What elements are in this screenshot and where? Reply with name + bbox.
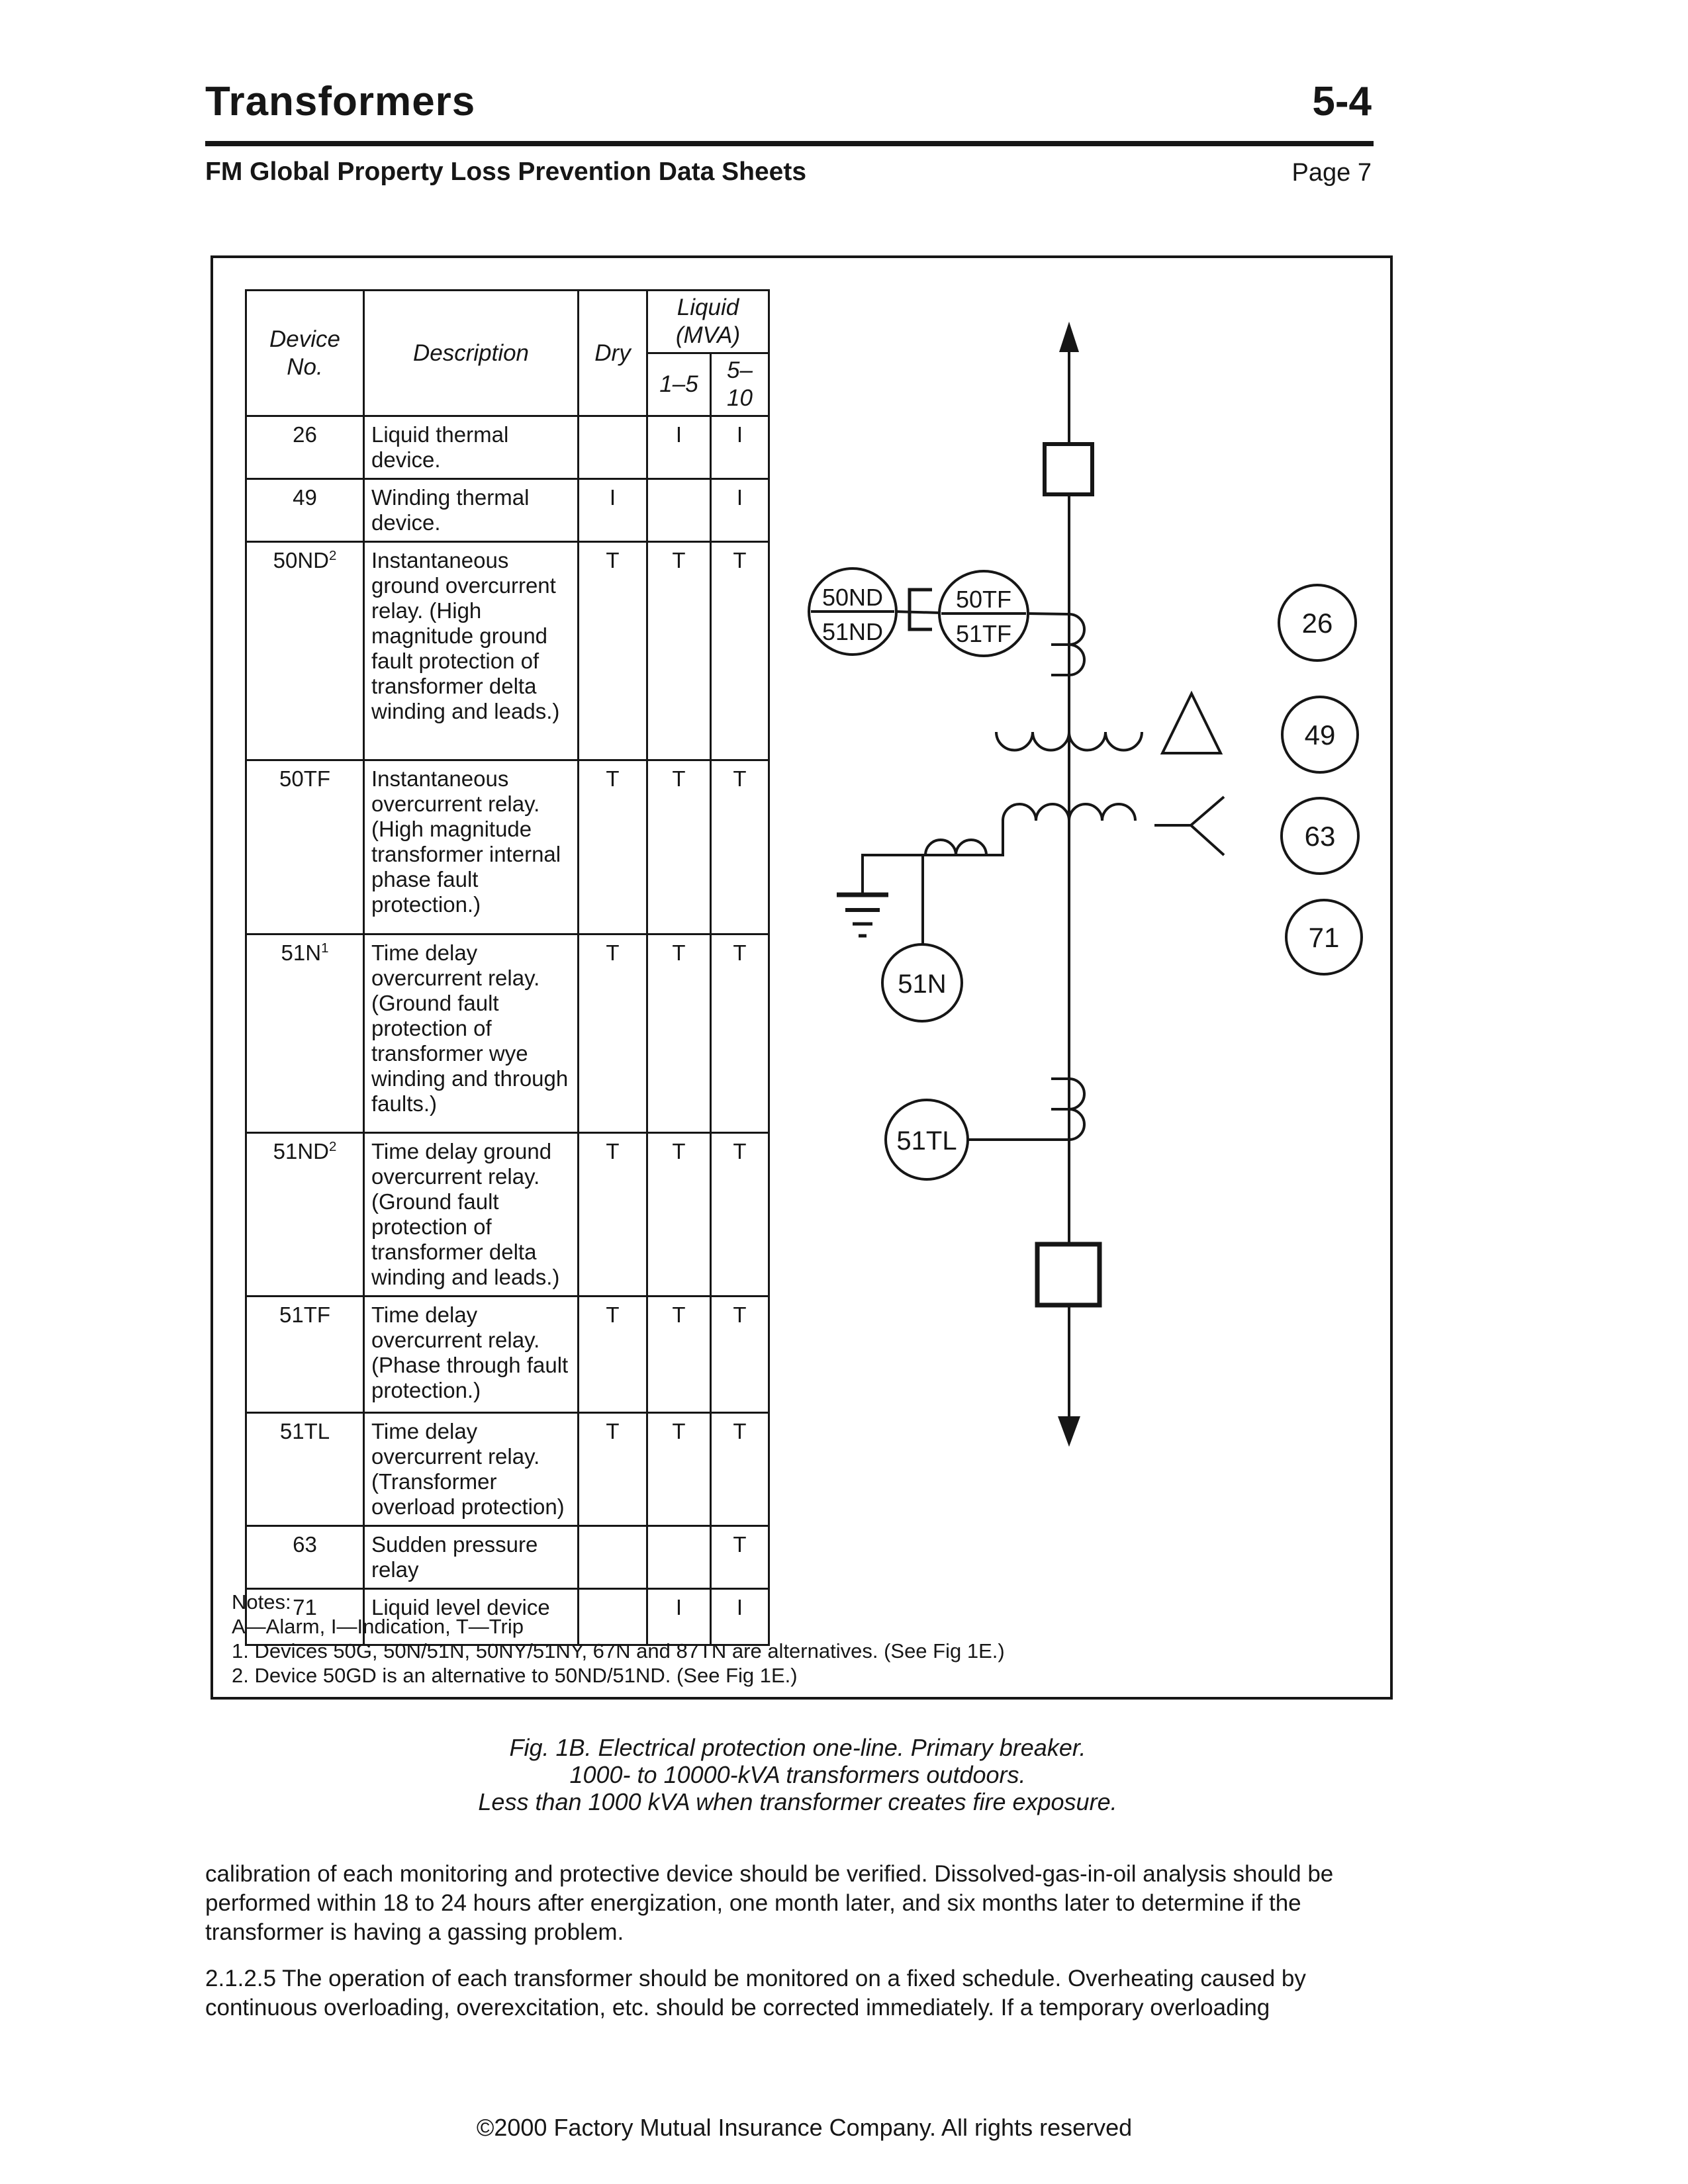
dry-cell: T bbox=[579, 1413, 647, 1526]
dry-cell: I bbox=[579, 479, 647, 542]
col-header-description: Description bbox=[364, 291, 579, 416]
body-text bbox=[205, 1860, 1374, 2040]
description-cell: Instantaneous ground overcurrent relay. (High magnitude ground fault protection of transformer delta winding and leads.) bbox=[364, 542, 579, 760]
device-no-cell: 50TF bbox=[246, 760, 364, 934]
mva-1-5-cell: I bbox=[647, 416, 711, 479]
ground-symbol-icon bbox=[837, 895, 888, 936]
dry-cell: T bbox=[579, 934, 647, 1133]
description-cell: Time delay ground overcurrent relay. (Ground fault protection of transformer delta winding and leads.) bbox=[364, 1133, 579, 1297]
mva-5-10-cell: T bbox=[711, 542, 769, 760]
ct-lower-icon bbox=[1069, 1079, 1084, 1140]
paragraph-2: 2.1.2.5 The operation of each transformer should be monitored on a fixed schedule. Overheating caused by continuous overloading, overexcitation, etc. should be corrected immediately. If a temporary overloading bbox=[205, 1966, 1306, 2021]
mva-1-5-cell: T bbox=[647, 1413, 711, 1526]
delta-winding-icon bbox=[1162, 694, 1221, 753]
monitor-label-63: 63 bbox=[1304, 821, 1336, 852]
mva-1-5-cell: T bbox=[647, 1133, 711, 1297]
col-header-mva-5-10: 5–10 bbox=[711, 353, 769, 416]
header-subtitle: FM Global Property Loss Prevention Data Sheets bbox=[205, 158, 807, 186]
mva-1-5-cell: T bbox=[647, 934, 711, 1133]
caption-line-3: Less than 1000 kVA when transformer creates fire exposure. bbox=[478, 1788, 1117, 1815]
description-cell: Winding thermal device. bbox=[364, 479, 579, 542]
relay-label-51n: 51N bbox=[898, 970, 947, 999]
description-cell: Liquid thermal device. bbox=[364, 416, 579, 479]
mva-5-10-cell: T bbox=[711, 1526, 769, 1589]
monitor-label-49: 49 bbox=[1304, 719, 1336, 751]
mva-1-5-cell: T bbox=[647, 542, 711, 760]
mva-1-5-cell: T bbox=[647, 760, 711, 934]
arrow-down-icon bbox=[1058, 1416, 1080, 1447]
wye-winding-icon bbox=[1154, 797, 1224, 855]
col-header-dry: Dry bbox=[579, 291, 647, 416]
ct-bracket-icon bbox=[910, 590, 932, 629]
device-no-cell: 71 bbox=[246, 1589, 364, 1645]
device-no-cell: 26 bbox=[246, 416, 364, 479]
dry-cell: T bbox=[579, 542, 647, 760]
device-no-cell: 49 bbox=[246, 479, 364, 542]
mva-5-10-cell: I bbox=[711, 416, 769, 479]
relay-label-50nd: 50ND bbox=[821, 584, 884, 611]
neutral-conductor bbox=[863, 819, 1003, 893]
description-cell: Liquid level device bbox=[364, 1589, 579, 1645]
device-no-cell: $51ND^2$ bbox=[246, 1133, 364, 1297]
primary-breaker-box bbox=[1045, 444, 1092, 494]
mva-5-10-cell: T bbox=[711, 1133, 769, 1297]
mva-5-10-cell: T bbox=[711, 1297, 769, 1413]
notes-title: Notes: bbox=[232, 1590, 291, 1614]
dry-cell: T bbox=[579, 1133, 647, 1297]
relay-link-line bbox=[895, 612, 941, 613]
figure-caption bbox=[232, 1734, 1364, 1815]
secondary-breaker-box bbox=[1037, 1244, 1100, 1305]
page-number: Page 7 bbox=[1291, 159, 1372, 187]
description-cell: Instantaneous overcurrent relay. (High magnitude transformer internal phase fault protection.) bbox=[364, 760, 579, 934]
mva-5-10-cell: T bbox=[711, 934, 769, 1133]
col-header-liquid: Liquid (MVA) bbox=[647, 291, 769, 353]
mva-5-10-cell: T bbox=[711, 1413, 769, 1526]
description-cell: Time delay overcurrent relay. (Ground fault protection of transformer wye winding and through faults.) bbox=[364, 934, 579, 1133]
description-cell: Time delay overcurrent relay. (Transformer overload protection) bbox=[364, 1413, 579, 1526]
device-no-cell: $51N^1$ bbox=[246, 934, 364, 1133]
notes-legend: A—Alarm, I—Indication, T—Trip bbox=[232, 1615, 524, 1638]
mva-5-10-cell: I bbox=[711, 479, 769, 542]
description-cell: Sudden pressure relay bbox=[364, 1526, 579, 1589]
device-no-cell: 63 bbox=[246, 1526, 364, 1589]
note-item: 2. Device 50GD is an alternative to 50ND/51ND. (See Fig 1E.) bbox=[232, 1664, 798, 1687]
mva-5-10-cell: I bbox=[711, 1589, 769, 1645]
dry-cell: T bbox=[579, 760, 647, 934]
relay-label-51nd: 51ND bbox=[821, 618, 884, 645]
mva-1-5-cell: T bbox=[647, 1297, 711, 1413]
col-header-mva-1-5: 1–5 bbox=[647, 353, 711, 416]
note-item: 1. Devices 50G, 50N/51N, 50NY/51NY, 67N and 87TN are alternatives. (See Fig 1E.) bbox=[232, 1639, 1005, 1662]
mva-5-10-cell: T bbox=[711, 760, 769, 934]
monitor-label-26: 26 bbox=[1301, 608, 1333, 639]
ct-neutral-icon bbox=[925, 840, 986, 855]
paragraph-1: calibration of each monitoring and protective device should be verified. Dissolved-gas-in-oil analysis should be performed within 18 to 24 hours after energization, one month later, and six months later to determine if the transformer is having a gassing problem. bbox=[205, 1861, 1334, 1945]
device-no-cell: $50ND^2$ bbox=[246, 542, 364, 760]
description-cell: Time delay overcurrent relay. (Phase through fault protection.) bbox=[364, 1297, 579, 1413]
page-title: Transformers bbox=[205, 79, 476, 124]
caption-line-1: Fig. 1B. Electrical protection one-line. Primary breaker. bbox=[509, 1734, 1086, 1761]
mva-1-5-cell: I bbox=[647, 1589, 711, 1645]
section-number: 5-4 bbox=[1312, 79, 1372, 124]
col-header-device: Device No. bbox=[246, 291, 364, 416]
relay-label-51tf: 51TF bbox=[955, 620, 1012, 647]
device-no-cell: 51TF bbox=[246, 1297, 364, 1413]
dry-cell: T bbox=[579, 1297, 647, 1413]
monitor-label-71: 71 bbox=[1308, 922, 1340, 953]
footer-copyright: ©2000 Factory Mutual Insurance Company. All rights reserved bbox=[476, 2114, 1133, 2141]
ct-upper-icon bbox=[1069, 614, 1084, 675]
relay-label-50tf: 50TF bbox=[955, 586, 1012, 613]
device-no-cell: 51TL bbox=[246, 1413, 364, 1526]
relay-label-51tl: 51TL bbox=[896, 1126, 957, 1156]
caption-line-2: 1000- to 10000-kVA transformers outdoors. bbox=[569, 1761, 1026, 1788]
